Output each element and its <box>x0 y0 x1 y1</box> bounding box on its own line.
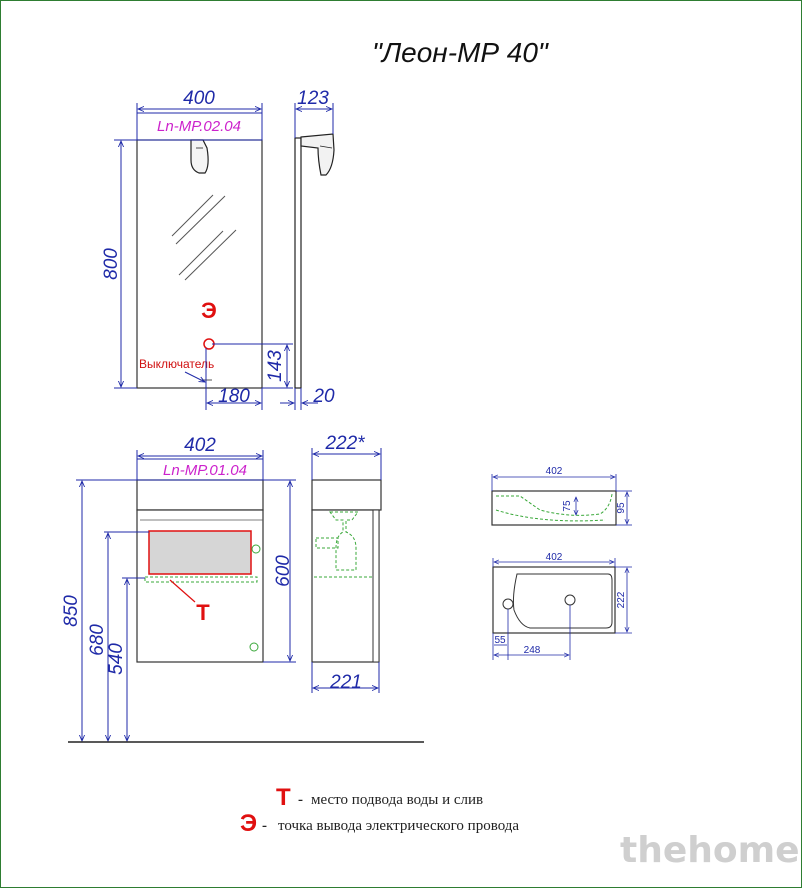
cabinet-depth-bottom-dim: 221 <box>330 672 362 693</box>
cabinet-front-view <box>137 480 263 662</box>
legend-water-text: место подвода воды и слив <box>311 792 484 808</box>
legend-water-dash: - <box>298 792 303 808</box>
mirror-code: Ln-MP.02.04 <box>157 118 241 135</box>
cabinet-code: Ln-MP.01.04 <box>163 462 247 479</box>
switch-offset-dim: 180 <box>218 386 250 407</box>
water-supply-zone <box>149 531 251 574</box>
mirror-front-view <box>137 140 262 388</box>
cabinet-depth-top-dim: 222* <box>325 433 365 454</box>
sink-top-width-dim: 402 <box>545 552 563 563</box>
sink-bowl-depth-dim: 75 <box>562 500 573 512</box>
sink-side-view <box>492 491 616 525</box>
legend-electric-text: точка вывода электрического провода <box>278 818 520 834</box>
water-mark-label: Т <box>196 600 210 625</box>
legend-electric-mark: Э <box>240 810 258 837</box>
mirror-thickness-dim: 20 <box>313 386 335 407</box>
legend <box>240 784 519 837</box>
sink-top-depth-dim: 222 <box>616 591 627 609</box>
mirror-side-view <box>295 134 334 388</box>
pipe-height-2-dim: 540 <box>106 643 127 675</box>
watermark: thehome <box>620 830 800 871</box>
switch-height-dim: 143 <box>265 350 286 382</box>
mirror-width-dim: 400 <box>183 88 215 109</box>
total-height-dim: 850 <box>61 595 82 627</box>
mirror-depth-dim: 123 <box>297 88 329 109</box>
sink-height-dim: 95 <box>616 502 627 514</box>
mirror-height-dim: 800 <box>101 248 122 280</box>
electric-mark-label: Э <box>201 298 217 323</box>
legend-item-electric <box>240 810 519 837</box>
drain-offset-dim: 248 <box>523 645 541 656</box>
cabinet-height-dim: 600 <box>273 555 294 587</box>
product-title: "Леон-МР 40" <box>372 37 548 68</box>
hole-offset-dim: 55 <box>494 635 506 646</box>
sink-top-view <box>493 567 615 633</box>
legend-electric-dash: - <box>262 818 267 834</box>
legend-item-water <box>276 784 483 811</box>
cabinet-side-view <box>312 480 381 662</box>
cabinet-width-dim: 402 <box>184 435 216 456</box>
legend-water-mark: Т <box>276 784 291 811</box>
pipe-height-1-dim: 680 <box>87 624 108 656</box>
switch-label: Выключатель <box>139 357 215 371</box>
sink-side-width-dim: 402 <box>545 466 563 477</box>
